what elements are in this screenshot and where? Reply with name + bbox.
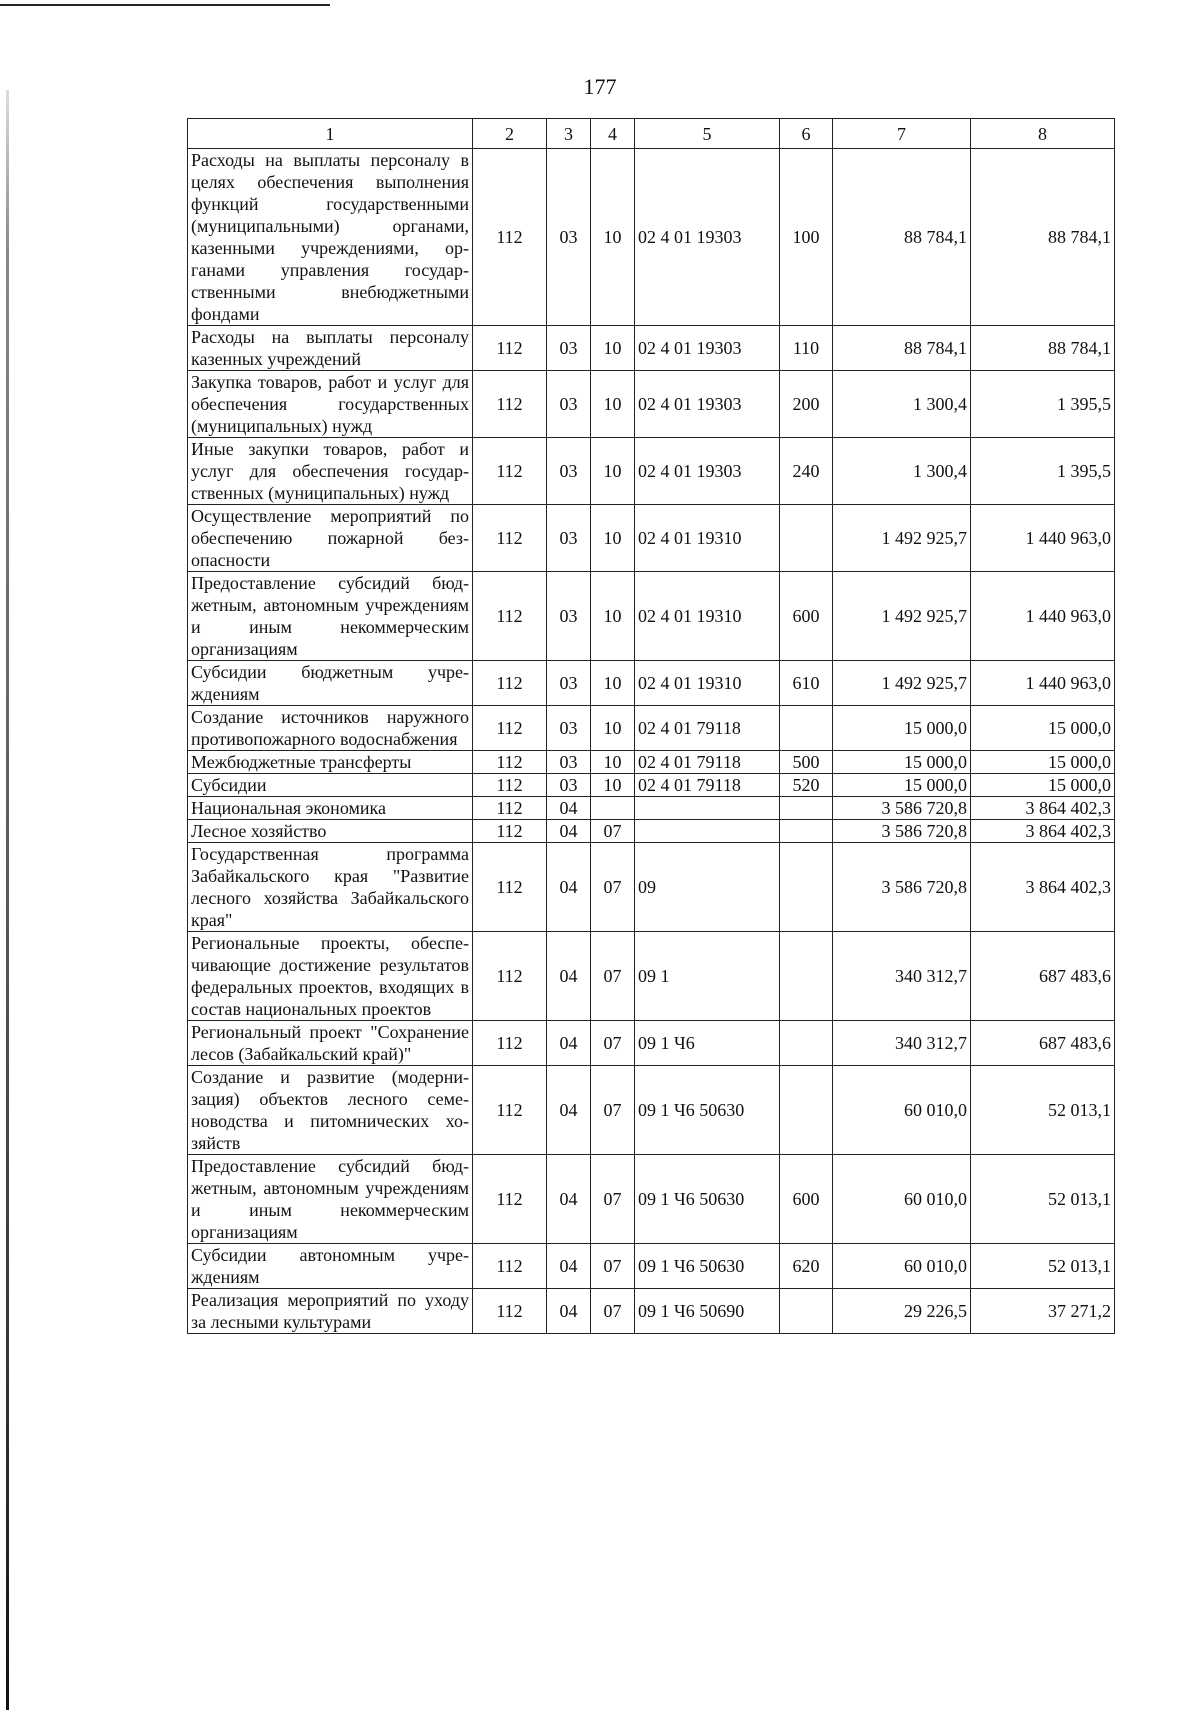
column-header: 4 bbox=[591, 119, 635, 149]
table-row bbox=[188, 797, 1115, 820]
subsection-code-cell: 07 bbox=[591, 932, 635, 1021]
amount-year1-cell: 1 492 925,7 bbox=[833, 661, 971, 706]
amount-year2-cell: 15 000,0 bbox=[971, 751, 1115, 774]
amount-year1-cell: 1 492 925,7 bbox=[833, 572, 971, 661]
section-code-cell: 04 bbox=[547, 820, 591, 843]
subsection-code-cell: 10 bbox=[591, 149, 635, 326]
subsection-code-cell: 07 bbox=[591, 843, 635, 932]
table-row bbox=[188, 774, 1115, 797]
grbs-code-cell: 112 bbox=[473, 1244, 547, 1289]
expense-type-cell bbox=[780, 843, 833, 932]
amount-year2-cell: 15 000,0 bbox=[971, 774, 1115, 797]
expense-type-cell: 600 bbox=[780, 1155, 833, 1244]
amount-year1-cell: 88 784,1 bbox=[833, 149, 971, 326]
table-row bbox=[188, 1244, 1115, 1289]
target-article-cell: 02 4 01 19310 bbox=[635, 661, 780, 706]
target-article-cell: 02 4 01 19303 bbox=[635, 438, 780, 505]
grbs-code-cell: 112 bbox=[473, 1066, 547, 1155]
expense-type-cell: 610 bbox=[780, 661, 833, 706]
amount-year2-cell: 3 864 402,3 bbox=[971, 820, 1115, 843]
amount-year1-cell: 15 000,0 bbox=[833, 751, 971, 774]
table-row bbox=[188, 751, 1115, 774]
subsection-code-cell: 10 bbox=[591, 326, 635, 371]
grbs-code-cell: 112 bbox=[473, 149, 547, 326]
section-code-cell: 04 bbox=[547, 1289, 591, 1334]
table-row bbox=[188, 149, 1115, 326]
amount-year1-cell: 3 586 720,8 bbox=[833, 820, 971, 843]
section-code-cell: 04 bbox=[547, 1155, 591, 1244]
grbs-code-cell: 112 bbox=[473, 751, 547, 774]
expense-type-cell: 500 bbox=[780, 751, 833, 774]
subsection-code-cell: 10 bbox=[591, 661, 635, 706]
amount-year2-cell: 52 013,1 bbox=[971, 1066, 1115, 1155]
expense-type-cell bbox=[780, 820, 833, 843]
expense-type-cell: 200 bbox=[780, 371, 833, 438]
target-article-cell: 02 4 01 19303 bbox=[635, 371, 780, 438]
subsection-code-cell: 10 bbox=[591, 706, 635, 751]
row-name-cell: Создание источников наружного противопожарного водоснабжения bbox=[188, 706, 473, 751]
grbs-code-cell: 112 bbox=[473, 706, 547, 751]
table-row bbox=[188, 505, 1115, 572]
expense-type-cell bbox=[780, 706, 833, 751]
amount-year1-cell: 15 000,0 bbox=[833, 774, 971, 797]
row-name-cell: Региональные проекты, обеспечивающие достижение результатов федеральных проектов, входящих в состав национальных проектов bbox=[188, 932, 473, 1021]
table-row bbox=[188, 371, 1115, 438]
amount-year2-cell: 88 784,1 bbox=[971, 326, 1115, 371]
subsection-code-cell: 10 bbox=[591, 774, 635, 797]
expense-type-cell bbox=[780, 1066, 833, 1155]
amount-year1-cell: 1 300,4 bbox=[833, 371, 971, 438]
table-row bbox=[188, 1021, 1115, 1066]
row-name-cell: Осуществление мероприятий по обеспечению пожарной безопасности bbox=[188, 505, 473, 572]
subsection-code-cell: 07 bbox=[591, 1066, 635, 1155]
amount-year2-cell: 1 395,5 bbox=[971, 438, 1115, 505]
table-row bbox=[188, 326, 1115, 371]
target-article-cell: 09 1 bbox=[635, 932, 780, 1021]
amount-year1-cell: 60 010,0 bbox=[833, 1244, 971, 1289]
row-name-cell: Расходы на выплаты персоналу казенных учреждений bbox=[188, 326, 473, 371]
expense-type-cell: 110 bbox=[780, 326, 833, 371]
section-code-cell: 03 bbox=[547, 774, 591, 797]
grbs-code-cell: 112 bbox=[473, 505, 547, 572]
grbs-code-cell: 112 bbox=[473, 438, 547, 505]
amount-year1-cell: 88 784,1 bbox=[833, 326, 971, 371]
amount-year1-cell: 340 312,7 bbox=[833, 1021, 971, 1066]
expense-type-cell: 600 bbox=[780, 572, 833, 661]
row-name-cell: Субсидии бюджетным учреждениям bbox=[188, 661, 473, 706]
amount-year2-cell: 687 483,6 bbox=[971, 1021, 1115, 1066]
subsection-code-cell: 07 bbox=[591, 1021, 635, 1066]
row-name-cell: Субсидии bbox=[188, 774, 473, 797]
amount-year2-cell: 52 013,1 bbox=[971, 1244, 1115, 1289]
section-code-cell: 03 bbox=[547, 505, 591, 572]
row-name-cell: Национальная экономика bbox=[188, 797, 473, 820]
subsection-code-cell bbox=[591, 797, 635, 820]
amount-year1-cell: 3 586 720,8 bbox=[833, 797, 971, 820]
table-row bbox=[188, 843, 1115, 932]
grbs-code-cell: 112 bbox=[473, 371, 547, 438]
expense-type-cell bbox=[780, 1021, 833, 1066]
section-code-cell: 03 bbox=[547, 149, 591, 326]
section-code-cell: 04 bbox=[547, 1066, 591, 1155]
row-name-cell: Предоставление субсидий бюджетным, автономным учреждениям и иным некоммерческим организациям bbox=[188, 1155, 473, 1244]
column-header: 3 bbox=[547, 119, 591, 149]
row-name-cell: Государственная программа Забайкальского края "Развитие лесного хозяйства Забайкальского края" bbox=[188, 843, 473, 932]
subsection-code-cell: 07 bbox=[591, 1155, 635, 1244]
target-article-cell: 09 1 Ч6 50630 bbox=[635, 1066, 780, 1155]
section-code-cell: 03 bbox=[547, 751, 591, 774]
table-row bbox=[188, 706, 1115, 751]
grbs-code-cell: 112 bbox=[473, 1155, 547, 1244]
table-row bbox=[188, 661, 1115, 706]
column-header: 6 bbox=[780, 119, 833, 149]
column-header: 8 bbox=[971, 119, 1115, 149]
amount-year1-cell: 60 010,0 bbox=[833, 1066, 971, 1155]
amount-year2-cell: 1 440 963,0 bbox=[971, 505, 1115, 572]
target-article-cell: 02 4 01 79118 bbox=[635, 751, 780, 774]
target-article-cell: 09 1 Ч6 50630 bbox=[635, 1155, 780, 1244]
amount-year1-cell: 60 010,0 bbox=[833, 1155, 971, 1244]
row-name-cell: Расходы на выплаты персоналу в целях обеспечения выполнения функций государственными (муниципальными) органами, казенными учреждениями, органами управления государственными внебюджетными фондами bbox=[188, 149, 473, 326]
amount-year1-cell: 1 492 925,7 bbox=[833, 505, 971, 572]
row-name-cell: Создание и развитие (модернизация) объектов лесного семеноводства и питомнических хозяйств bbox=[188, 1066, 473, 1155]
table-row bbox=[188, 1155, 1115, 1244]
table-row bbox=[188, 1066, 1115, 1155]
expense-type-cell bbox=[780, 797, 833, 820]
expense-type-cell: 620 bbox=[780, 1244, 833, 1289]
row-name-cell: Лесное хозяйство bbox=[188, 820, 473, 843]
table-row bbox=[188, 572, 1115, 661]
target-article-cell: 02 4 01 19303 bbox=[635, 149, 780, 326]
amount-year2-cell: 1 395,5 bbox=[971, 371, 1115, 438]
target-article-cell: 09 1 Ч6 bbox=[635, 1021, 780, 1066]
row-name-cell: Региональный проект "Сохранение лесов (Забайкальский край)" bbox=[188, 1021, 473, 1066]
expense-type-cell bbox=[780, 1289, 833, 1334]
row-name-cell: Межбюджетные трансферты bbox=[188, 751, 473, 774]
section-code-cell: 04 bbox=[547, 932, 591, 1021]
row-name-cell: Реализация мероприятий по уходу за лесными культурами bbox=[188, 1289, 473, 1334]
amount-year1-cell: 340 312,7 bbox=[833, 932, 971, 1021]
expense-type-cell: 520 bbox=[780, 774, 833, 797]
amount-year1-cell: 1 300,4 bbox=[833, 438, 971, 505]
section-code-cell: 04 bbox=[547, 1244, 591, 1289]
section-code-cell: 03 bbox=[547, 661, 591, 706]
section-code-cell: 03 bbox=[547, 326, 591, 371]
subsection-code-cell: 10 bbox=[591, 751, 635, 774]
subsection-code-cell: 07 bbox=[591, 1289, 635, 1334]
section-code-cell: 03 bbox=[547, 706, 591, 751]
target-article-cell: 09 bbox=[635, 843, 780, 932]
expense-type-cell bbox=[780, 505, 833, 572]
amount-year2-cell: 37 271,2 bbox=[971, 1289, 1115, 1334]
section-code-cell: 04 bbox=[547, 1021, 591, 1066]
grbs-code-cell: 112 bbox=[473, 572, 547, 661]
subsection-code-cell: 07 bbox=[591, 1244, 635, 1289]
section-code-cell: 03 bbox=[547, 438, 591, 505]
grbs-code-cell: 112 bbox=[473, 774, 547, 797]
subsection-code-cell: 10 bbox=[591, 505, 635, 572]
target-article-cell bbox=[635, 820, 780, 843]
expense-type-cell: 100 bbox=[780, 149, 833, 326]
header-row bbox=[188, 119, 1115, 149]
grbs-code-cell: 112 bbox=[473, 797, 547, 820]
subsection-code-cell: 07 bbox=[591, 820, 635, 843]
subsection-code-cell: 10 bbox=[591, 438, 635, 505]
section-code-cell: 03 bbox=[547, 572, 591, 661]
target-article-cell: 02 4 01 79118 bbox=[635, 774, 780, 797]
section-code-cell: 04 bbox=[547, 797, 591, 820]
amount-year2-cell: 3 864 402,3 bbox=[971, 843, 1115, 932]
column-header: 2 bbox=[473, 119, 547, 149]
grbs-code-cell: 112 bbox=[473, 820, 547, 843]
grbs-code-cell: 112 bbox=[473, 661, 547, 706]
table-row bbox=[188, 820, 1115, 843]
grbs-code-cell: 112 bbox=[473, 326, 547, 371]
scan-edge-line bbox=[0, 4, 330, 6]
amount-year2-cell: 15 000,0 bbox=[971, 706, 1115, 751]
amount-year1-cell: 15 000,0 bbox=[833, 706, 971, 751]
target-article-cell: 02 4 01 19310 bbox=[635, 505, 780, 572]
column-header: 7 bbox=[833, 119, 971, 149]
page-number: 177 bbox=[583, 74, 617, 99]
target-article-cell: 09 1 Ч6 50690 bbox=[635, 1289, 780, 1334]
table-row bbox=[188, 438, 1115, 505]
target-article-cell: 02 4 01 19310 bbox=[635, 572, 780, 661]
budget-table bbox=[187, 118, 1115, 1334]
section-code-cell: 03 bbox=[547, 371, 591, 438]
table-row bbox=[188, 932, 1115, 1021]
grbs-code-cell: 112 bbox=[473, 1289, 547, 1334]
grbs-code-cell: 112 bbox=[473, 843, 547, 932]
row-name-cell: Иные закупки товаров, работ и услуг для обеспечения государственных (муниципальных) нужд bbox=[188, 438, 473, 505]
subsection-code-cell: 10 bbox=[591, 572, 635, 661]
table-body bbox=[188, 149, 1115, 1334]
subsection-code-cell: 10 bbox=[591, 371, 635, 438]
row-name-cell: Субсидии автономным учреждениям bbox=[188, 1244, 473, 1289]
section-code-cell: 04 bbox=[547, 843, 591, 932]
amount-year2-cell: 687 483,6 bbox=[971, 932, 1115, 1021]
expense-type-cell bbox=[780, 932, 833, 1021]
table-row bbox=[188, 1289, 1115, 1334]
row-name-cell: Закупка товаров, работ и услуг для обеспечения государственных (муниципальных) нужд bbox=[188, 371, 473, 438]
target-article-cell: 09 1 Ч6 50630 bbox=[635, 1244, 780, 1289]
target-article-cell: 02 4 01 19303 bbox=[635, 326, 780, 371]
amount-year1-cell: 3 586 720,8 bbox=[833, 843, 971, 932]
amount-year2-cell: 88 784,1 bbox=[971, 149, 1115, 326]
column-header: 5 bbox=[635, 119, 780, 149]
amount-year2-cell: 1 440 963,0 bbox=[971, 572, 1115, 661]
amount-year2-cell: 1 440 963,0 bbox=[971, 661, 1115, 706]
row-name-cell: Предоставление субсидий бюджетным, автономным учреждениям и иным некоммерческим организациям bbox=[188, 572, 473, 661]
grbs-code-cell: 112 bbox=[473, 932, 547, 1021]
target-article-cell bbox=[635, 797, 780, 820]
expense-type-cell: 240 bbox=[780, 438, 833, 505]
amount-year2-cell: 3 864 402,3 bbox=[971, 797, 1115, 820]
amount-year1-cell: 29 226,5 bbox=[833, 1289, 971, 1334]
amount-year2-cell: 52 013,1 bbox=[971, 1155, 1115, 1244]
grbs-code-cell: 112 bbox=[473, 1021, 547, 1066]
column-header: 1 bbox=[188, 119, 473, 149]
scan-shadow-edge bbox=[6, 90, 9, 1710]
target-article-cell: 02 4 01 79118 bbox=[635, 706, 780, 751]
